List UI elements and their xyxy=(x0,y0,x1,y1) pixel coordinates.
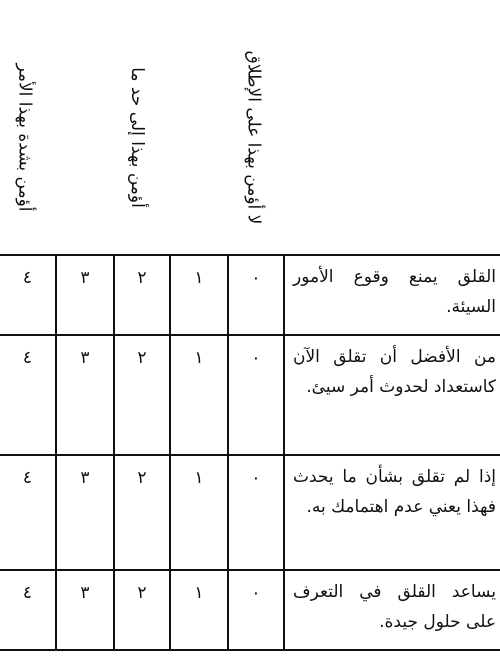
score-cell-1[interactable]: ١ xyxy=(170,255,228,335)
table-row xyxy=(0,335,500,455)
header-somewhat-label: أؤمن بهذا إلى حد ما xyxy=(126,67,147,208)
statement-text: إذا لم تقلق بشأن ما يحدث فهذا يعني عدم اهتمامك به. xyxy=(284,455,500,570)
score-cell-0[interactable]: ٠ xyxy=(228,255,284,335)
score-cell-0[interactable]: ٠ xyxy=(228,335,284,455)
score-cell-1[interactable]: ١ xyxy=(170,570,228,650)
score-cell-3[interactable]: ٣ xyxy=(56,455,114,570)
header-somewhat xyxy=(112,30,160,245)
table-row xyxy=(0,255,500,335)
table-row xyxy=(0,570,500,650)
score-cell-2[interactable]: ٢ xyxy=(114,255,170,335)
score-cell-3[interactable]: ٣ xyxy=(56,255,114,335)
score-cell-3[interactable]: ٣ xyxy=(56,335,114,455)
score-cell-4[interactable]: ٤ xyxy=(0,255,56,335)
header-strongly xyxy=(0,30,48,245)
score-cell-4[interactable]: ٤ xyxy=(0,335,56,455)
statement-text: يساعد القلق في التعرف على حلول جيدة. xyxy=(284,570,500,650)
score-cell-4[interactable]: ٤ xyxy=(0,455,56,570)
beliefs-table xyxy=(0,254,500,651)
table-row xyxy=(0,455,500,570)
header-not-at-all-label: لا أؤمن بهذا على الإطلاق xyxy=(243,50,264,225)
score-cell-3[interactable]: ٣ xyxy=(56,570,114,650)
score-cell-4[interactable]: ٤ xyxy=(0,570,56,650)
score-cell-1[interactable]: ١ xyxy=(170,335,228,455)
score-cell-2[interactable]: ٢ xyxy=(114,455,170,570)
statement-text: القلق يمنع وقوع الأمور السيئة. xyxy=(284,255,500,335)
statement-text: من الأفضل أن تقلق الآن كاستعداد لحدوث أمر سيئ. xyxy=(284,335,500,455)
score-cell-0[interactable]: ٠ xyxy=(228,455,284,570)
score-cell-2[interactable]: ٢ xyxy=(114,570,170,650)
score-cell-2[interactable]: ٢ xyxy=(114,335,170,455)
score-cell-0[interactable]: ٠ xyxy=(228,570,284,650)
header-not-at-all xyxy=(229,30,277,245)
column-headers xyxy=(0,0,500,254)
header-strongly-label: أؤمن بشدة بهذا الأمر xyxy=(14,63,35,212)
score-cell-1[interactable]: ١ xyxy=(170,455,228,570)
